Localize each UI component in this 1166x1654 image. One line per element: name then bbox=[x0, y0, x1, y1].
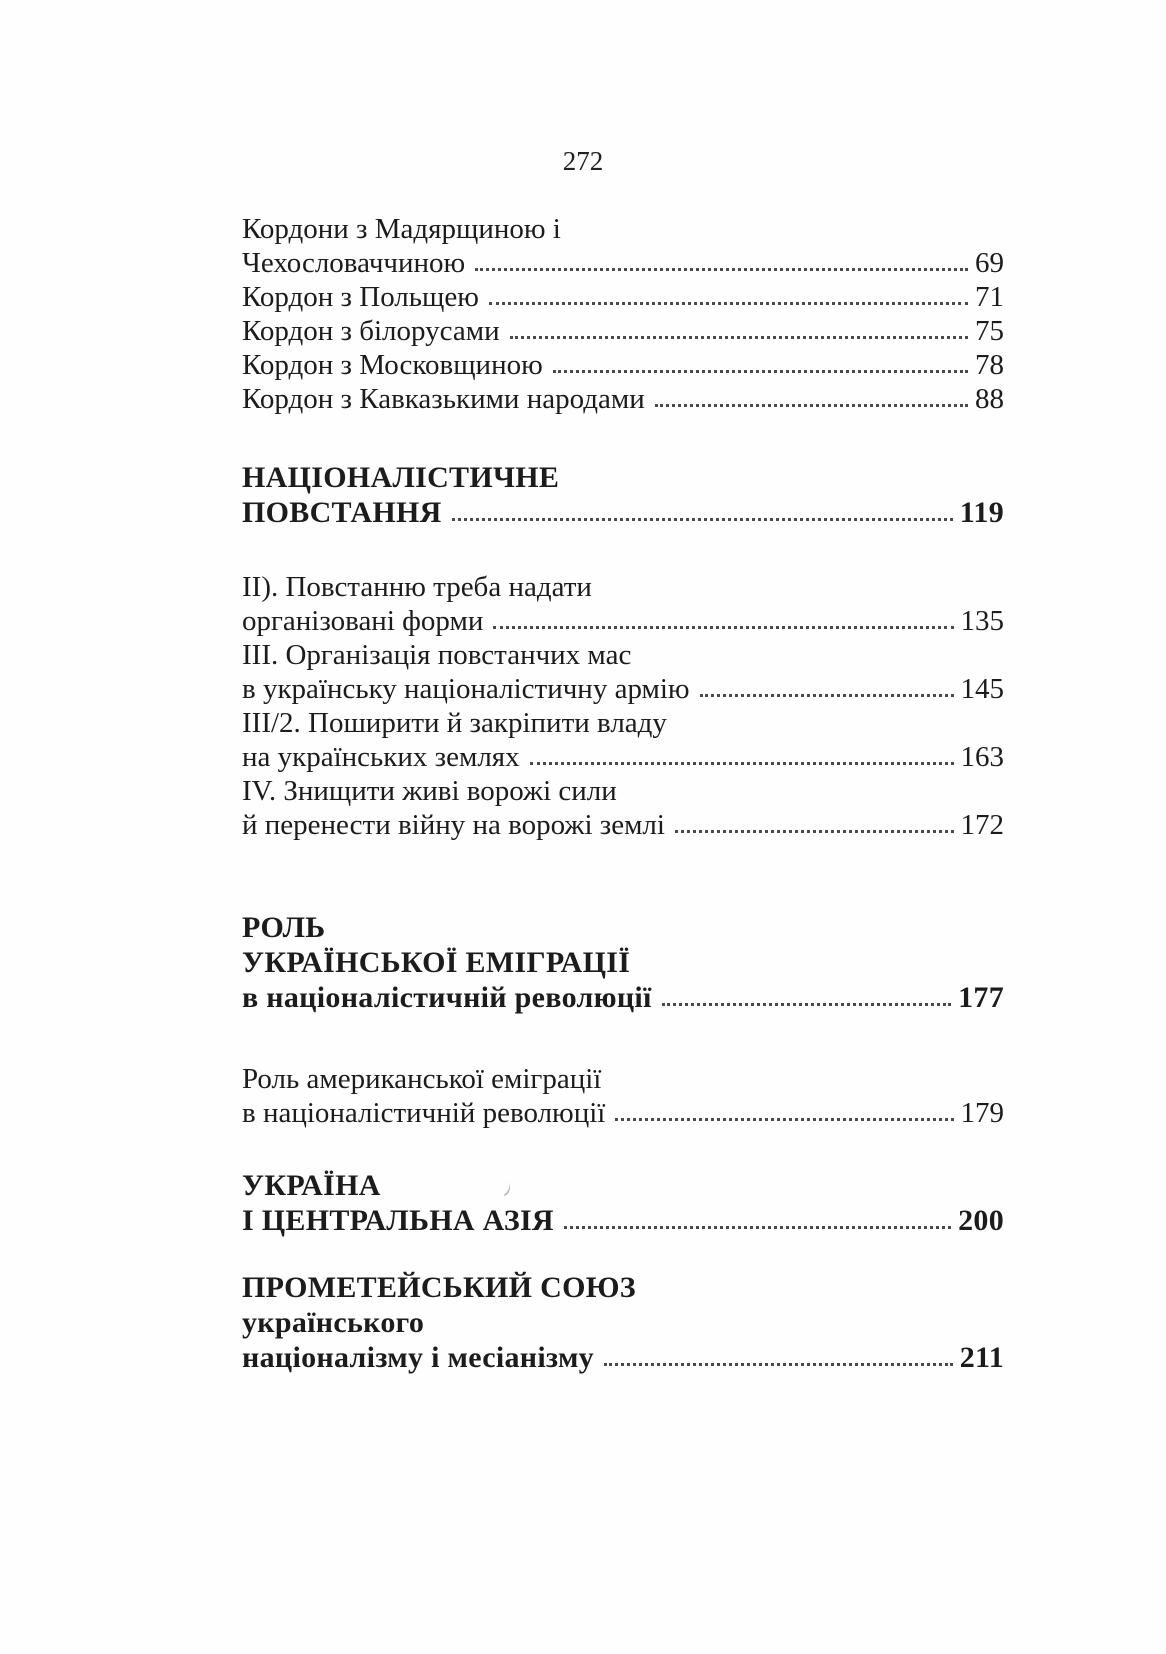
dot-leader bbox=[489, 301, 968, 305]
toc-entry-title: й перенести війну на ворожі землі bbox=[242, 809, 665, 841]
toc-entry-leader-row bbox=[242, 1340, 1004, 1375]
toc-entry-line: III/2. Поширити й закріпити владу bbox=[242, 707, 667, 739]
toc-entry-title: Кордон з Кавказькими народами bbox=[242, 383, 645, 415]
toc-entry bbox=[242, 212, 1004, 280]
toc-entry-leader-row bbox=[242, 246, 1004, 280]
toc-entry bbox=[242, 570, 1004, 638]
toc-entry-leader-row bbox=[242, 314, 1004, 348]
toc-entry-line: II). Повстанню треба надати bbox=[242, 571, 592, 603]
toc-entry bbox=[242, 280, 1004, 314]
toc-entry bbox=[242, 910, 1004, 1015]
toc-entry-title: в націоналістичній революції bbox=[242, 981, 652, 1014]
toc-entry bbox=[242, 1168, 1004, 1238]
toc-entry-leader-row bbox=[242, 280, 1004, 314]
toc-entry-line: УКРАЇНСЬКОЇ ЕМІГРАЦІЇ bbox=[242, 946, 631, 979]
toc-entry-page-number: 200 bbox=[958, 1204, 1004, 1237]
toc-entry-line: НАЦІОНАЛІСТИЧНЕ bbox=[242, 461, 560, 494]
toc-entry-page-number: 78 bbox=[975, 349, 1004, 381]
table-of-contents bbox=[242, 212, 1004, 1375]
dot-leader bbox=[662, 1002, 951, 1006]
toc-entry-leader-row bbox=[242, 604, 1004, 638]
toc-entry bbox=[242, 460, 1004, 530]
toc-entry-leader-row bbox=[242, 672, 1004, 706]
toc-entry-page-number: 75 bbox=[975, 315, 1004, 347]
toc-entry-title: в українську націоналістичну армію bbox=[242, 673, 690, 705]
toc-entry-title: на українських землях bbox=[242, 741, 520, 773]
dot-leader bbox=[493, 625, 953, 629]
toc-entry-title: ПОВСТАННЯ bbox=[242, 496, 442, 529]
toc-entry-page-number: 145 bbox=[960, 673, 1004, 705]
toc-entry-page-number: 119 bbox=[959, 496, 1004, 529]
dot-leader bbox=[553, 369, 968, 373]
toc-entry-title: Кордон з Московщиною bbox=[242, 349, 543, 381]
toc-entry-leader-row bbox=[242, 740, 1004, 774]
toc-entry-line: УКРАЇНА bbox=[242, 1169, 381, 1202]
toc-entry-line: III. Організація повстанчих мас bbox=[242, 639, 632, 671]
toc-entry-leader-row bbox=[242, 980, 1004, 1015]
toc-entry bbox=[242, 638, 1004, 706]
toc-entry-page-number: 163 bbox=[960, 741, 1004, 773]
dot-leader bbox=[510, 335, 968, 339]
toc-entry-leader-row bbox=[242, 1096, 1004, 1130]
toc-entry-page-number: 211 bbox=[959, 1341, 1004, 1374]
page-number: 272 bbox=[562, 146, 604, 176]
toc-entry-leader-row bbox=[242, 382, 1004, 416]
toc-entry bbox=[242, 314, 1004, 348]
dot-leader bbox=[564, 1225, 951, 1229]
toc-entry-page-number: 135 bbox=[960, 605, 1004, 637]
toc-entry-leader-row bbox=[242, 1203, 1004, 1238]
dot-leader bbox=[675, 829, 954, 833]
toc-entry-page-number: 172 bbox=[960, 809, 1004, 841]
toc-entry-line: українського bbox=[242, 1306, 425, 1339]
toc-entry-line: IV. Знищити живі ворожі сили bbox=[242, 775, 617, 807]
toc-entry-page-number: 71 bbox=[975, 281, 1004, 313]
toc-entry-page-number: 88 bbox=[975, 383, 1004, 415]
dot-leader bbox=[655, 403, 968, 407]
toc-entry-line: РОЛЬ bbox=[242, 911, 326, 944]
toc-entry-page-number: 179 bbox=[960, 1097, 1004, 1129]
toc-entry-page-number: 69 bbox=[975, 247, 1004, 279]
toc-entry-line: ПРОМЕТЕЙСЬКИЙ СОЮЗ bbox=[242, 1271, 636, 1304]
toc-entry-title: в націоналістичній революції bbox=[242, 1097, 606, 1129]
toc-entry-title: Чехословаччиною bbox=[242, 247, 466, 279]
toc-entry bbox=[242, 706, 1004, 774]
toc-entry-title: І ЦЕНТРАЛЬНА АЗІЯ bbox=[242, 1204, 554, 1237]
toc-entry-leader-row bbox=[242, 348, 1004, 382]
toc-entry bbox=[242, 774, 1004, 842]
toc-entry-line: Роль американської еміграції bbox=[242, 1063, 602, 1095]
toc-entry-title: організовані форми bbox=[242, 605, 484, 637]
toc-entry-title: націоналізму і месіанізму bbox=[242, 1341, 594, 1374]
dot-leader bbox=[615, 1117, 953, 1121]
dot-leader bbox=[604, 1362, 953, 1366]
toc-entry-line: Кордони з Мадярщиною і bbox=[242, 213, 561, 245]
toc-entry bbox=[242, 348, 1004, 382]
toc-entry-title: Кордон з білорусами bbox=[242, 315, 500, 347]
dot-leader bbox=[530, 761, 954, 765]
toc-entry-title: Кордон з Польщею bbox=[242, 281, 479, 313]
toc-entry-leader-row bbox=[242, 495, 1004, 530]
toc-entry bbox=[242, 1270, 1004, 1375]
dot-leader bbox=[452, 517, 953, 521]
toc-entry bbox=[242, 1062, 1004, 1130]
dot-leader bbox=[700, 693, 954, 697]
toc-entry bbox=[242, 382, 1004, 416]
toc-entry-page-number: 177 bbox=[958, 981, 1004, 1014]
toc-entry-leader-row bbox=[242, 808, 1004, 842]
dot-leader bbox=[475, 267, 968, 271]
